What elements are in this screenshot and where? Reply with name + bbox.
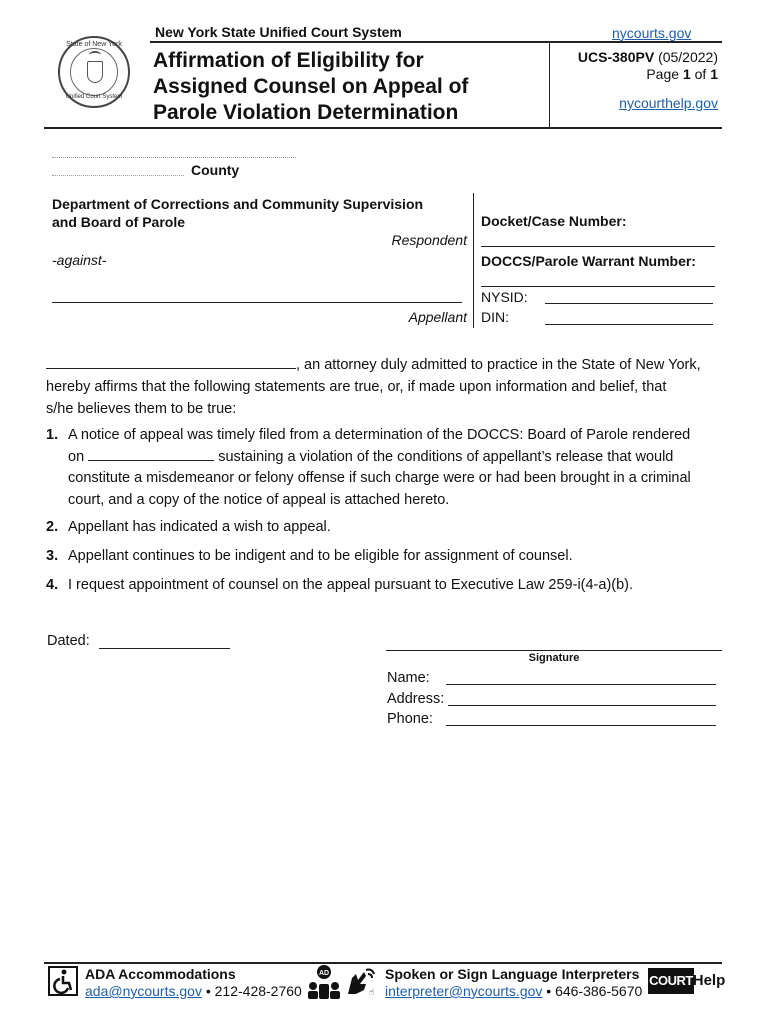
form-number: UCS-380PV (05/2022) bbox=[577, 49, 718, 65]
title-line: Assigned Counsel on Appeal of bbox=[153, 75, 469, 98]
intro-paragraph: , an attorney duly admitted to practice in the State of New York, hereby affirms that the following statements are true, or, if made upon information and belief, that s/he believes them to be true: bbox=[46, 357, 701, 417]
audio-description-icon bbox=[306, 964, 342, 1000]
phone-label: Phone: bbox=[387, 711, 433, 727]
item-number: 3. bbox=[46, 548, 59, 564]
title-line: Parole Violation Determination bbox=[153, 101, 459, 124]
interpreter-contact: interpreter@nycourts.gov • 646-386-5670 bbox=[385, 983, 643, 999]
item-2: Appellant has indicated a wish to appeal. bbox=[68, 519, 331, 535]
svg-text:☝: ☝ bbox=[369, 988, 375, 998]
svg-text:AD: AD bbox=[318, 970, 330, 977]
appellant-label: Appellant bbox=[408, 309, 467, 325]
docket-field[interactable] bbox=[481, 246, 715, 247]
name-field[interactable] bbox=[446, 684, 716, 685]
respondent-label: Respondent bbox=[391, 232, 467, 248]
ada-title: ADA Accommodations bbox=[85, 966, 236, 982]
county-label: County bbox=[191, 162, 240, 178]
item-number: 1. bbox=[46, 427, 59, 443]
item-3: Appellant continues to be indigent and to be eligible for assignment of counsel. bbox=[68, 548, 573, 564]
address-field[interactable] bbox=[448, 705, 716, 706]
footer-rule bbox=[44, 962, 722, 964]
appellant-name-field[interactable] bbox=[52, 302, 462, 303]
attorney-name-field[interactable] bbox=[46, 355, 296, 369]
address-label: Address: bbox=[387, 691, 445, 707]
interpreter-title: Spoken or Sign Language Interpreters bbox=[385, 966, 640, 982]
docket-label: Docket/Case Number: bbox=[481, 213, 627, 229]
nysid-field[interactable] bbox=[545, 303, 713, 304]
courthelp-logo: COURT Help bbox=[648, 968, 724, 994]
ada-email-link[interactable]: ada@nycourts.gov bbox=[85, 983, 202, 999]
form-title bbox=[153, 48, 543, 126]
seal-top-text: State of New York bbox=[66, 41, 122, 48]
signature-field[interactable] bbox=[386, 650, 722, 651]
item-number: 2. bbox=[46, 519, 59, 535]
nycourts-link[interactable]: nycourts.gov bbox=[612, 25, 692, 41]
item-1: A notice of appeal was timely filed from a determination of the DOCCS: Board of Parole rendered on sustaining a violation of the conditions of appellant’s release that would constitute a misdemeanor or felony offense if such charge were or had been brought in a criminal court, and a copy of the notice of appeal is attached hereto. bbox=[68, 427, 691, 508]
name-label: Name: bbox=[387, 670, 430, 686]
ada-contact: ada@nycourts.gov • 212-428-2760 bbox=[85, 983, 302, 999]
warrant-label: DOCCS/Parole Warrant Number: bbox=[481, 253, 696, 269]
county-field[interactable] bbox=[52, 175, 184, 176]
seal-crest-icon bbox=[70, 48, 118, 96]
dated-label: Dated: bbox=[47, 633, 90, 649]
wheelchair-access-icon bbox=[48, 966, 78, 996]
court-seal-icon bbox=[58, 36, 130, 108]
title-line: Affirmation of Eligibility for bbox=[153, 49, 424, 72]
respondent-name: Department of Corrections and Community Supervision and Board of Parole bbox=[52, 196, 424, 230]
din-label: DIN: bbox=[481, 309, 509, 325]
phone-field[interactable] bbox=[446, 725, 716, 726]
signature-label: Signature bbox=[528, 652, 580, 664]
interpreter-email-link[interactable]: interpreter@nycourts.gov bbox=[385, 983, 543, 999]
page-indicator: Page 1 of 1 bbox=[646, 66, 718, 82]
caption-divider bbox=[473, 193, 474, 328]
item-number: 4. bbox=[46, 577, 59, 593]
dated-field[interactable] bbox=[99, 648, 230, 649]
nycourthelp-link[interactable]: nycourthelp.gov bbox=[619, 95, 718, 111]
court-system-name: New York State Unified Court System bbox=[155, 24, 402, 40]
din-field[interactable] bbox=[545, 324, 713, 325]
against-label: -against- bbox=[52, 252, 107, 268]
nysid-label: NYSID: bbox=[481, 289, 528, 305]
determination-date-field[interactable] bbox=[88, 447, 214, 461]
county-top-line bbox=[52, 157, 296, 158]
header-bottom-rule bbox=[44, 127, 722, 129]
warrant-field[interactable] bbox=[481, 286, 715, 287]
sign-language-icon bbox=[344, 964, 378, 998]
seal-bottom-text: Unified Court System bbox=[65, 94, 123, 100]
item-4: I request appointment of counsel on the appeal pursuant to Executive Law 259-i(4-a)(b). bbox=[68, 577, 634, 593]
